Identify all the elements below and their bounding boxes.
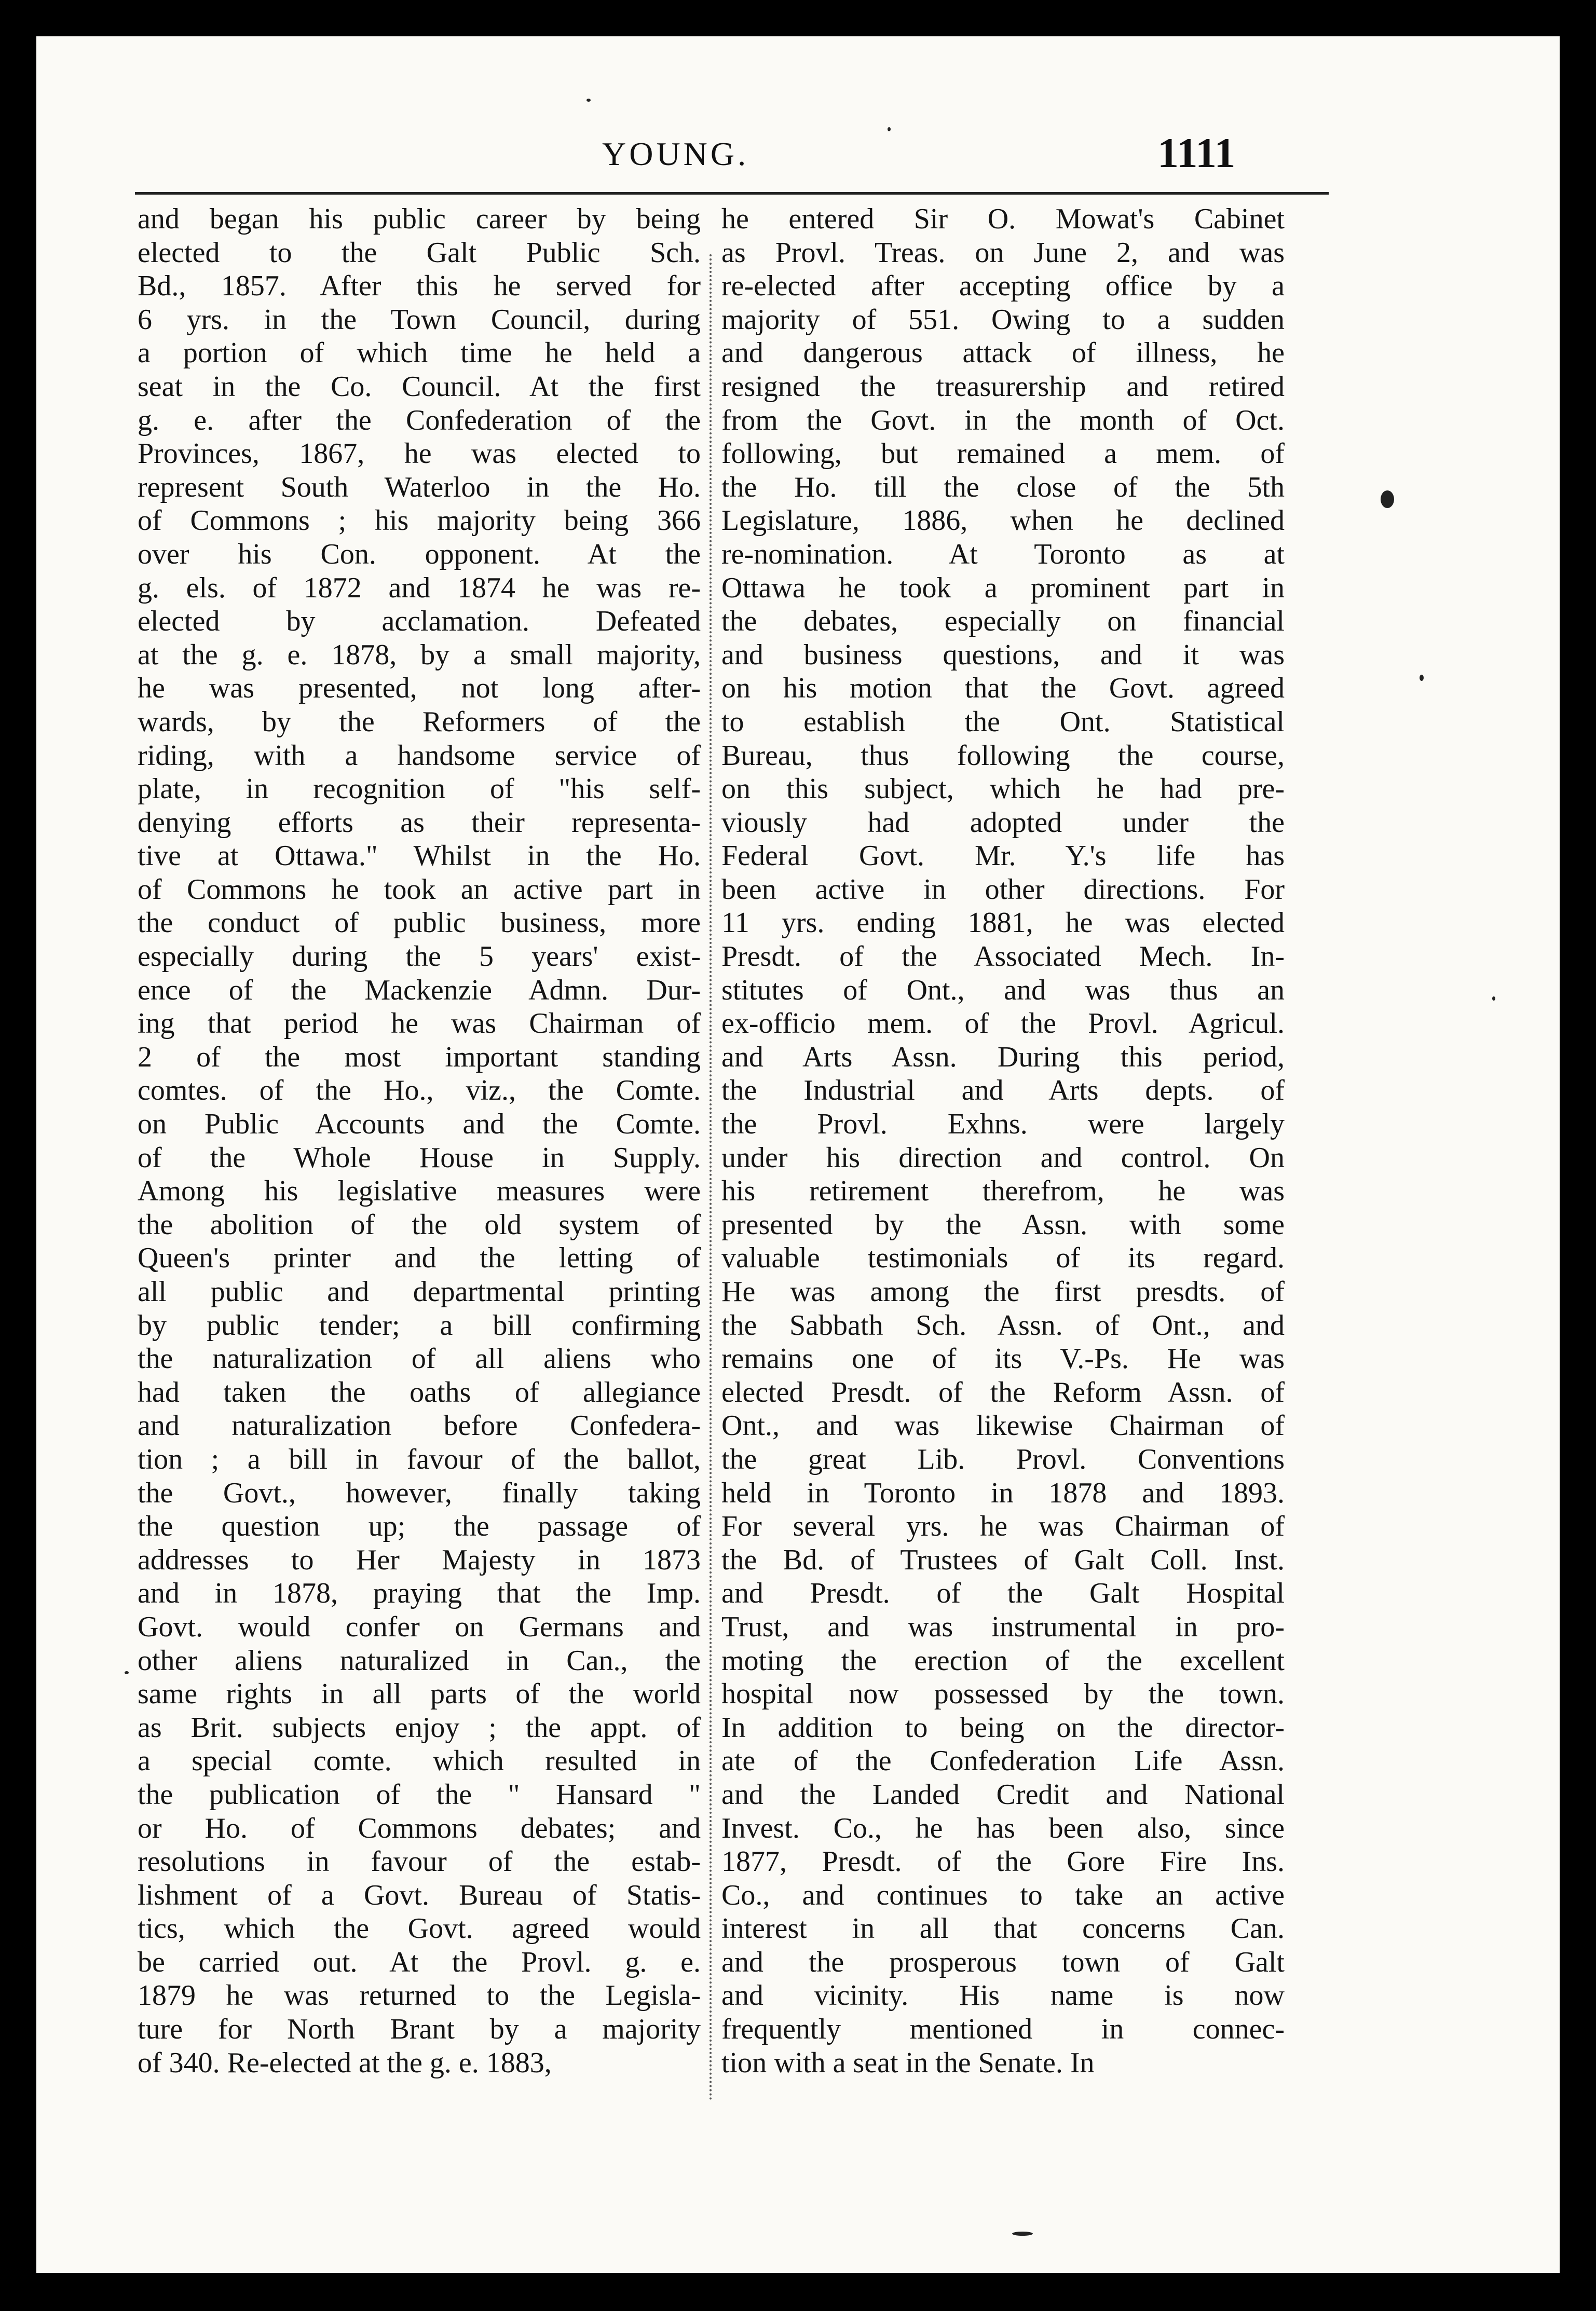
text-line: the question up; the passage of — [138, 1510, 701, 1543]
text-line: Bd., 1857. After this he served for — [138, 270, 701, 303]
text-line: 2 of the most important standing — [138, 1041, 701, 1073]
text-line: and the prosperous town of Galt — [721, 1946, 1285, 1978]
text-line: be carried out. At the Provl. g. e. — [138, 1946, 701, 1978]
text-line: stitutes of Ont., and was thus an — [721, 974, 1285, 1006]
text-line: comtes. of the Ho., viz., the Comte. — [138, 1074, 701, 1107]
text-line: hospital now possessed by the town. — [721, 1678, 1285, 1711]
text-line: and Arts Assn. During this period, — [721, 1041, 1285, 1073]
text-line: the Industrial and Arts depts. of — [721, 1074, 1285, 1107]
text-line: ing that period he was Chairman of — [138, 1007, 701, 1040]
text-line: re-nomination. At Toronto as at — [721, 538, 1285, 570]
text-line: He was among the first presdts. of — [721, 1276, 1285, 1308]
text-line: Presdt. of the Associated Mech. In- — [721, 940, 1285, 973]
text-line: a special comte. which resulted in — [138, 1745, 701, 1777]
text-line: the Provl. Exhns. were largely — [721, 1108, 1285, 1141]
text-line: the debates, especially on financial — [721, 605, 1285, 638]
text-line: and business questions, and it was — [721, 638, 1285, 671]
text-line: on this subject, which he had pre- — [721, 773, 1285, 805]
text-line: especially during the 5 years' exist- — [138, 940, 701, 973]
text-line: the abolition of the old system of — [138, 1208, 701, 1241]
text-line: denying efforts as their representa- — [138, 806, 701, 839]
text-line: following, but remained a mem. of — [721, 437, 1285, 470]
text-line: ence of the Mackenzie Admn. Dur- — [138, 974, 701, 1006]
text-line: moting the erection of the excellent — [721, 1644, 1285, 1677]
text-line: Federal Govt. Mr. Y.'s life has — [721, 840, 1285, 872]
text-line: of 340. Re-elected at the g. e. 1883, — [138, 2046, 552, 2079]
text-line: tive at Ottawa." Whilst in the Ho. — [138, 840, 701, 872]
header-rule — [135, 192, 1329, 195]
text-line: or Ho. of Commons debates; and — [138, 1812, 701, 1844]
text-line: 6 yrs. in the Town Council, during — [138, 303, 701, 336]
text-line: valuable testimonials of its regard. — [721, 1242, 1285, 1275]
text-line: to establish the Ont. Statistical — [721, 705, 1285, 738]
text-line: he was presented, not long after- — [138, 672, 701, 705]
text-line: 1879 he was returned to the Legisla- — [138, 1979, 701, 2012]
text-line: presented by the Assn. with some — [721, 1208, 1285, 1241]
text-line: all public and departmental printing — [138, 1276, 701, 1308]
text-line: and in 1878, praying that the Imp. — [138, 1577, 701, 1610]
text-line: the Ho. till the close of the 5th — [721, 471, 1285, 503]
text-line: resigned the treasurership and retired — [721, 370, 1285, 403]
text-line: other aliens naturalized in Can., the — [138, 1644, 701, 1677]
text-line: frequently mentioned in connec- — [721, 2013, 1285, 2046]
text-line: and dangerous attack of illness, he — [721, 337, 1285, 370]
text-line: same rights in all parts of the world — [138, 1678, 701, 1711]
text-line: as Brit. subjects enjoy ; the appt. of — [138, 1711, 701, 1744]
text-line: of Commons ; his majority being 366 — [138, 504, 701, 537]
text-line: tion with a seat in the Senate. In — [721, 2046, 1095, 2079]
text-line: on Public Accounts and the Comte. — [138, 1108, 701, 1141]
text-line: remains one of its V.-Ps. He was — [721, 1343, 1285, 1375]
text-line: 11 yrs. ending 1881, he was elected — [721, 907, 1285, 939]
running-title: YOUNG. — [602, 135, 749, 172]
text-line: For several yrs. he was Chairman of — [721, 1510, 1285, 1543]
text-line: on his motion that the Govt. agreed — [721, 672, 1285, 705]
text-line: his retirement therefrom, he was — [721, 1175, 1285, 1208]
text-line: Ottawa he took a prominent part in — [721, 571, 1285, 604]
text-line: under his direction and control. On — [721, 1141, 1285, 1174]
column-divider — [710, 254, 712, 2102]
text-line: as Provl. Treas. on June 2, and was — [721, 236, 1285, 269]
text-line: had taken the oaths of allegiance — [138, 1376, 701, 1409]
text-line: the Govt., however, finally taking — [138, 1476, 701, 1509]
text-line: and Presdt. of the Galt Hospital — [721, 1577, 1285, 1610]
text-line: lishment of a Govt. Bureau of Statis- — [138, 1879, 701, 1911]
text-line: 1877, Presdt. of the Gore Fire Ins. — [721, 1845, 1285, 1878]
text-line: and vicinity. His name is now — [721, 1979, 1285, 2012]
text-line: and naturalization before Confedera- — [138, 1410, 701, 1442]
text-line: Bureau, thus following the course, — [721, 739, 1285, 772]
text-line: elected to the Galt Public Sch. — [138, 236, 701, 269]
text-line: Queen's printer and the letting of — [138, 1242, 701, 1275]
text-line: tics, which the Govt. agreed would — [138, 1912, 701, 1945]
text-line: from the Govt. in the month of Oct. — [721, 404, 1285, 436]
text-line: and began his public career by being — [138, 203, 701, 235]
text-line: ate of the Confederation Life Assn. — [721, 1745, 1285, 1777]
text-line: Ont., and was likewise Chairman of — [721, 1410, 1285, 1442]
text-line: Trust, and was instrumental in pro- — [721, 1610, 1285, 1643]
text-line: interest in all that concerns Can. — [721, 1912, 1285, 1945]
text-line: and the Landed Credit and National — [721, 1778, 1285, 1811]
text-line: viously had adopted under the — [721, 806, 1285, 839]
text-line: the great Lib. Provl. Conventions — [721, 1443, 1285, 1475]
text-line: a portion of which time he held a — [138, 337, 701, 370]
text-line: the Sabbath Sch. Assn. of Ont., and — [721, 1309, 1285, 1342]
text-line: of the Whole House in Supply. — [138, 1141, 701, 1174]
right-column — [721, 202, 1285, 2080]
running-header — [36, 129, 1560, 197]
text-line: the naturalization of all aliens who — [138, 1343, 701, 1375]
text-line: of Commons he took an active part in — [138, 873, 701, 906]
text-line: elected by acclamation. Defeated — [138, 605, 701, 638]
text-line: the Bd. of Trustees of Galt Coll. Inst. — [721, 1543, 1285, 1576]
text-line: elected Presdt. of the Reform Assn. of — [721, 1376, 1285, 1409]
text-line: riding, with a handsome service of — [138, 739, 701, 772]
text-line: g. e. after the Confederation of the — [138, 404, 701, 436]
text-line: the conduct of public business, more — [138, 907, 701, 939]
text-line: he entered Sir O. Mowat's Cabinet — [721, 203, 1285, 235]
text-line: been active in other directions. For — [721, 873, 1285, 906]
left-column — [138, 202, 701, 2080]
text-line: represent South Waterloo in the Ho. — [138, 471, 701, 503]
text-line: Among his legislative measures were — [138, 1175, 701, 1208]
text-line: Co., and continues to take an active — [721, 1879, 1285, 1911]
page-number: 1111 — [1157, 129, 1236, 176]
text-line: wards, by the Reformers of the — [138, 705, 701, 738]
text-line: Govt. would confer on Germans and — [138, 1610, 701, 1643]
text-line: majority of 551. Owing to a sudden — [721, 303, 1285, 336]
text-line: seat in the Co. Council. At the first — [138, 370, 701, 403]
text-line: re-elected after accepting office by a — [721, 270, 1285, 303]
text-line: Invest. Co., he has been also, since — [721, 1812, 1285, 1844]
text-line: by public tender; a bill confirming — [138, 1309, 701, 1342]
scanned-page — [36, 36, 1560, 2273]
text-line: resolutions in favour of the estab- — [138, 1845, 701, 1878]
text-line: ture for North Brant by a majority — [138, 2013, 701, 2046]
text-line: held in Toronto in 1878 and 1893. — [721, 1476, 1285, 1509]
text-line: the publication of the " Hansard " — [138, 1778, 701, 1811]
text-line: tion ; a bill in favour of the ballot, — [138, 1443, 701, 1475]
text-line: Legislature, 1886, when he declined — [721, 504, 1285, 537]
text-line: addresses to Her Majesty in 1873 — [138, 1543, 701, 1576]
text-line: In addition to being on the director- — [721, 1711, 1285, 1744]
text-line: at the g. e. 1878, by a small majority, — [138, 638, 701, 671]
text-line: over his Con. opponent. At the — [138, 538, 701, 570]
text-line: plate, in recognition of "his self- — [138, 773, 701, 805]
text-line: Provinces, 1867, he was elected to — [138, 437, 701, 470]
text-line: ex-officio mem. of the Provl. Agricul. — [721, 1007, 1285, 1040]
text-line: g. els. of 1872 and 1874 he was re- — [138, 571, 701, 604]
